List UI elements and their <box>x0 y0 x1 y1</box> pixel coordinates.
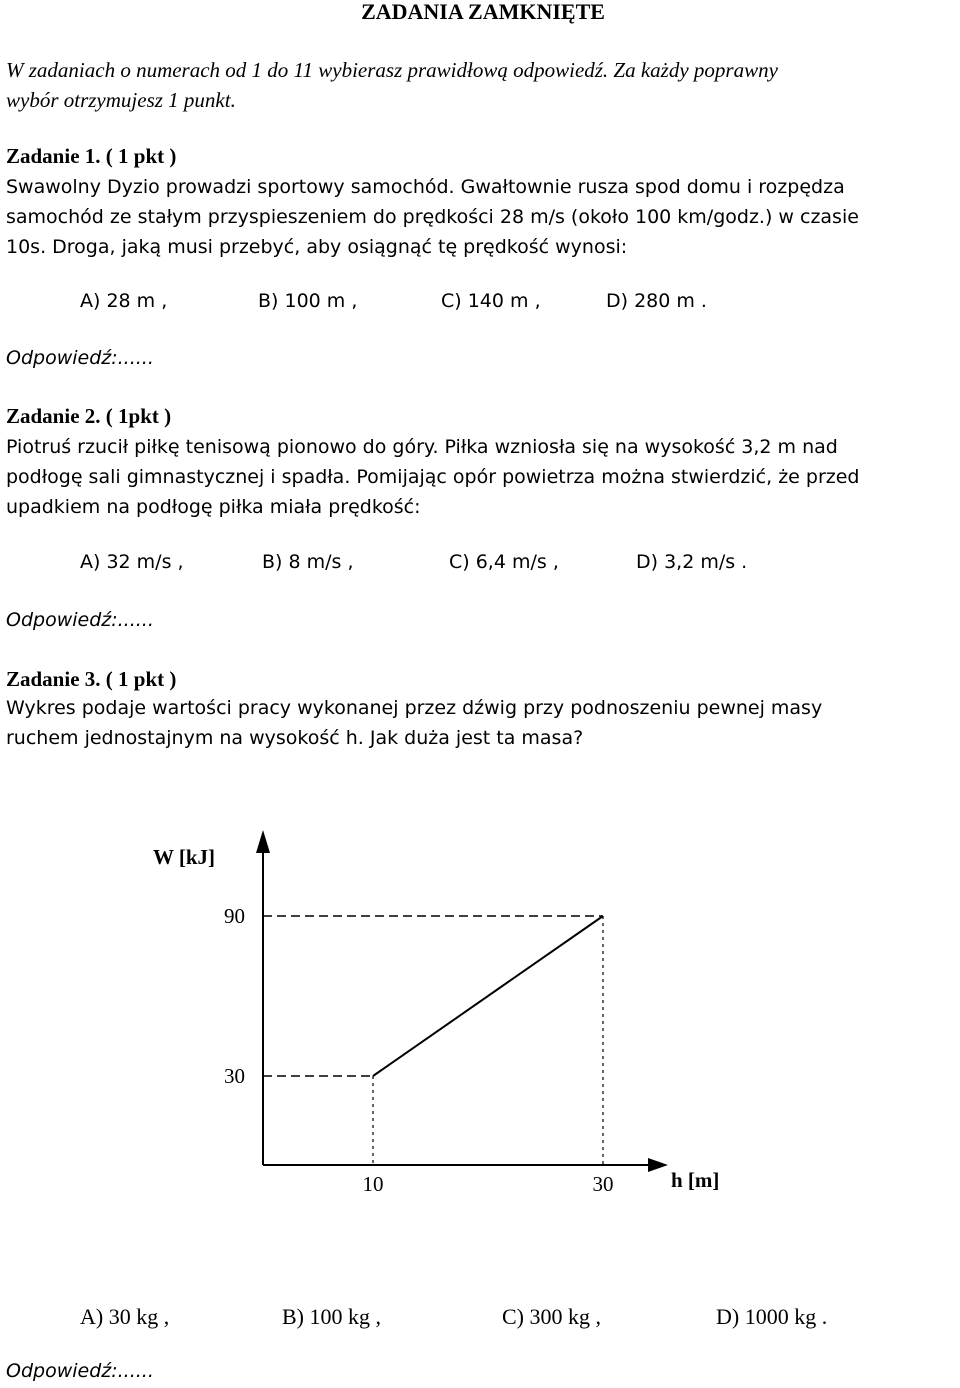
task3-answer: Odpowiedź:...... <box>6 1360 154 1382</box>
task1-option-b: B) 100 m , <box>258 290 358 312</box>
task2-option-c: C) 6,4 m/s , <box>449 551 559 573</box>
task1-answer: Odpowiedź:...... <box>6 347 154 369</box>
task2-line: upadkiem na podłogę piłka miała prędkość: <box>6 496 421 518</box>
task3-option-a: A) 30 kg , <box>80 1304 170 1329</box>
intro-text <box>6 55 956 115</box>
task3-line: Wykres podaje wartości pracy wykonanej przez dźwig przy podnoszeniu pewnej masy <box>6 697 823 719</box>
x-axis-label: h [m] <box>671 1168 720 1192</box>
task2-option-d: D) 3,2 m/s . <box>636 551 748 573</box>
task1-text <box>6 172 956 262</box>
x-tick-label: 10 <box>362 1172 384 1196</box>
task3-option-c: C) 300 kg , <box>502 1304 601 1329</box>
page-title: ZADANIA ZAMKNIĘTE <box>361 0 605 24</box>
task1-option-d: D) 280 m . <box>606 290 707 312</box>
task2-option-a: A) 32 m/s , <box>80 551 184 573</box>
task1-line: Swawolny Dyzio prowadzi sportowy samochód. Gwałtownie rusza spod domu i rozpędza <box>6 176 845 198</box>
intro-line: W zadaniach o numerach od 1 do 11 wybierasz prawidłową odpowiedź. Za każdy poprawny <box>6 58 778 82</box>
y-axis-arrow-icon <box>256 830 270 853</box>
task2-answer: Odpowiedź:...... <box>6 609 154 631</box>
task3-option-b: B) 100 kg , <box>282 1304 381 1329</box>
task3-heading: Zadanie 3. ( 1 pkt ) <box>6 667 177 691</box>
task2-line: Piotruś rzucił piłkę tenisową pionowo do góry. Piłka wzniosła się na wysokość 3,2 m nad <box>6 436 838 458</box>
data-series-line <box>373 916 603 1076</box>
task1-option-c: C) 140 m , <box>441 290 541 312</box>
task2-heading: Zadanie 2. ( 1pkt ) <box>6 404 172 428</box>
task3-line: ruchem jednostajnym na wysokość h. Jak duża jest ta masa? <box>6 727 584 749</box>
y-tick-label: 90 <box>224 904 245 928</box>
task3-option-d: D) 1000 kg . <box>716 1304 828 1329</box>
task2-text <box>6 432 956 522</box>
task1-line: 10s. Droga, jaką musi przebyć, aby osiągnąć tę prędkość wynosi: <box>6 236 628 258</box>
y-tick-label: 30 <box>224 1064 245 1088</box>
x-tick-label: 30 <box>592 1172 614 1196</box>
task3-text <box>6 693 956 753</box>
x-axis-arrow-icon <box>648 1158 668 1172</box>
task1-heading: Zadanie 1. ( 1 pkt ) <box>6 144 177 168</box>
task1-line: samochód ze stałym przyspieszeniem do prędkości 28 m/s (około 100 km/godz.) w czasie <box>6 206 859 228</box>
y-axis-label: W [kJ] <box>153 845 216 869</box>
task2-line: podłogę sali gimnastycznej i spadła. Pomijając opór powietrza można stwierdzić, że przed <box>6 466 860 488</box>
task2-option-b: B) 8 m/s , <box>262 551 354 573</box>
task1-option-a: A) 28 m , <box>80 290 168 312</box>
intro-line: wybór otrzymujesz 1 punkt. <box>6 88 236 112</box>
